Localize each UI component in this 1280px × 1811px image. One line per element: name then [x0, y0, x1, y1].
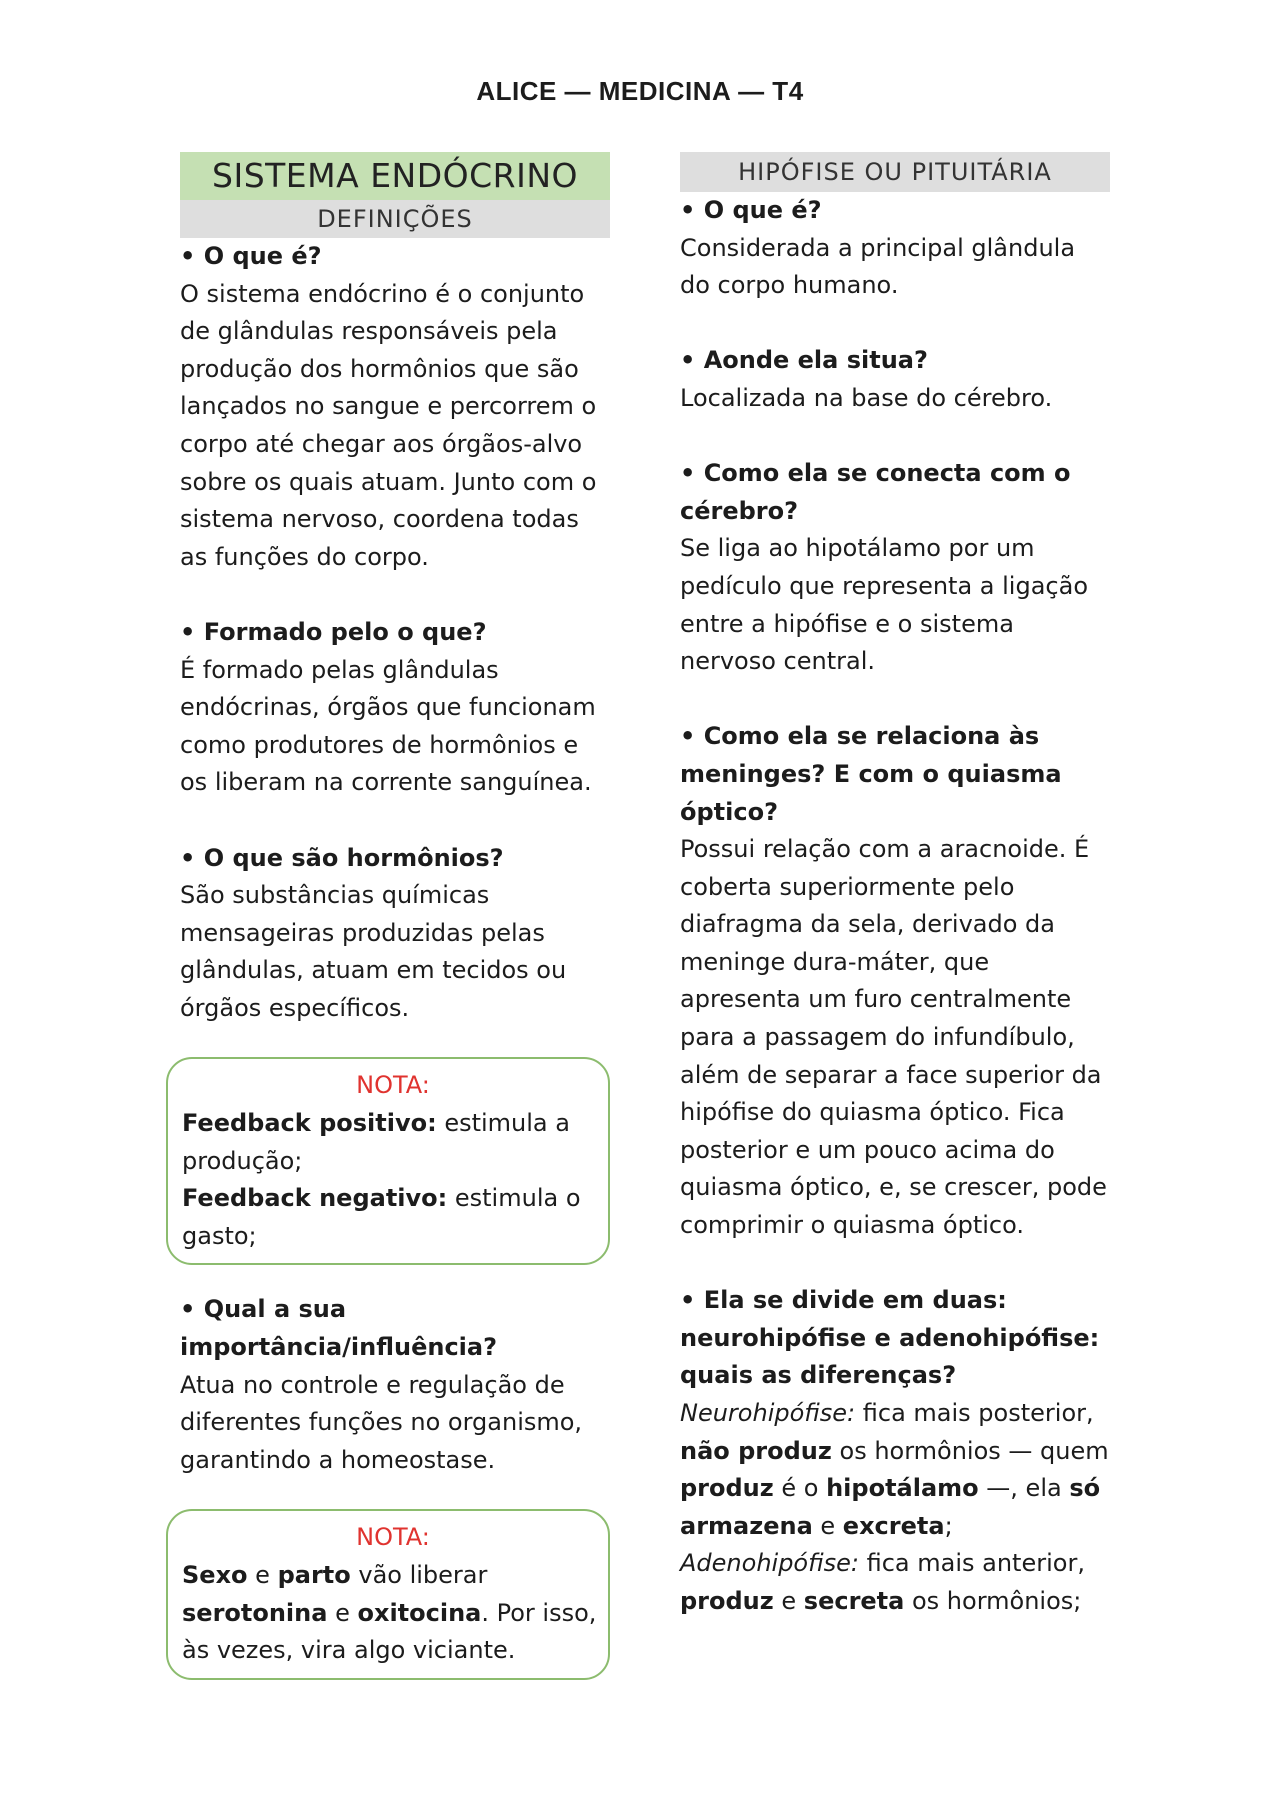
answer: Atua no controle e regulação de diferentes funções no organismo, garantindo a homeostase.	[180, 1370, 583, 1474]
answer: Possui relação com a aracnoide. É coberta superiormente pelo diafragma da sela, derivado da meninge dura-máter, que apresenta um furo centralmente para a passagem do infundíbulo, além de separar a face superior da hipófise do quiasma óptico. Fica posterior e um pouco acima do quiasma óptico, e, se crescer, pode comprimir o quiasma óptico.	[680, 835, 1107, 1240]
qa-block-meninges	[680, 718, 1110, 1244]
answer: Se liga ao hipotálamo por um pedículo que representa a ligação entre a hipófise e o sistema nervoso central.	[680, 534, 1088, 676]
qa-block-what-is	[180, 238, 610, 576]
left-column	[180, 152, 610, 1680]
question: • Ela se divide em duas: neurohipófise e adenohipófise: quais as diferenças?	[680, 1286, 1100, 1390]
note-line: Feedback positivo: estimula a produção;	[182, 1109, 570, 1175]
note-title: NOTA:	[356, 1071, 430, 1100]
answer: É formado pelas glândulas endócrinas, órgãos que funcionam como produtores de hormônios e os liberam na corrente sanguínea.	[180, 655, 596, 797]
note-title: NOTA:	[356, 1523, 430, 1552]
qa-block-importance	[180, 1291, 610, 1479]
right-column	[680, 152, 1110, 1621]
question: • Como ela se relaciona às meninges? E com o quiasma óptico?	[680, 722, 1062, 826]
note-box-feedback	[166, 1057, 610, 1265]
question: • Formado pelo o que?	[180, 617, 487, 646]
section-title: SISTEMA ENDÓCRINO	[180, 152, 610, 200]
note-text: Sexo e parto vão liberar serotonina e oxitocina. Por isso, às vezes, vira algo viciante.	[182, 1561, 597, 1665]
question: • O que é?	[680, 196, 822, 224]
qa-block-location	[680, 342, 1110, 417]
answer-adenohipofise: Adenohipófise: fica mais anterior, produz e secreta os hormônios;	[680, 1549, 1085, 1615]
answer: Considerada a principal glândula do corpo humano.	[680, 233, 1076, 300]
qa-block-divisions	[680, 1282, 1110, 1620]
answer-neurohipofise: Neurohipófise: fica mais posterior, não produz os hormônios — quem produz é o hipotálamo —, ela só armazena e excreta;	[680, 1399, 1109, 1540]
note-line: Feedback negativo: estimula o gasto;	[182, 1184, 581, 1250]
question: • Como ela se conecta com o cérebro?	[680, 459, 1071, 525]
question: • O que são hormônios?	[180, 843, 504, 872]
section-title: HIPÓFISE OU PITUITÁRIA	[680, 152, 1110, 192]
answer: São substâncias químicas mensageiras produzidas pelas glândulas, atuam em tecidos ou órgãos específicos.	[180, 881, 567, 1022]
answer: Localizada na base do cérebro.	[680, 383, 1053, 412]
qa-block-what-is	[680, 192, 1110, 305]
answer: O sistema endócrino é o conjunto de glândulas responsáveis pela produção dos hormônios que são lançados no sangue e percorrem o corpo até chegar aos órgãos-alvo sobre os quais atuam. Junto com o sistema nervoso, coordena todas as funções do corpo.	[180, 279, 597, 571]
qa-block-connection	[680, 455, 1110, 681]
question: • Aonde ela situa?	[680, 346, 928, 375]
note-box-hormones	[166, 1509, 610, 1679]
question: • O que é?	[180, 242, 322, 270]
qa-block-hormones	[180, 840, 610, 1028]
section-subtitle: DEFINIÇÕES	[180, 200, 610, 238]
page-title: ALICE — MEDICINA — T4	[476, 76, 804, 106]
qa-block-formed-by	[180, 614, 610, 802]
question: • Qual a sua importância/influência?	[180, 1295, 498, 1362]
